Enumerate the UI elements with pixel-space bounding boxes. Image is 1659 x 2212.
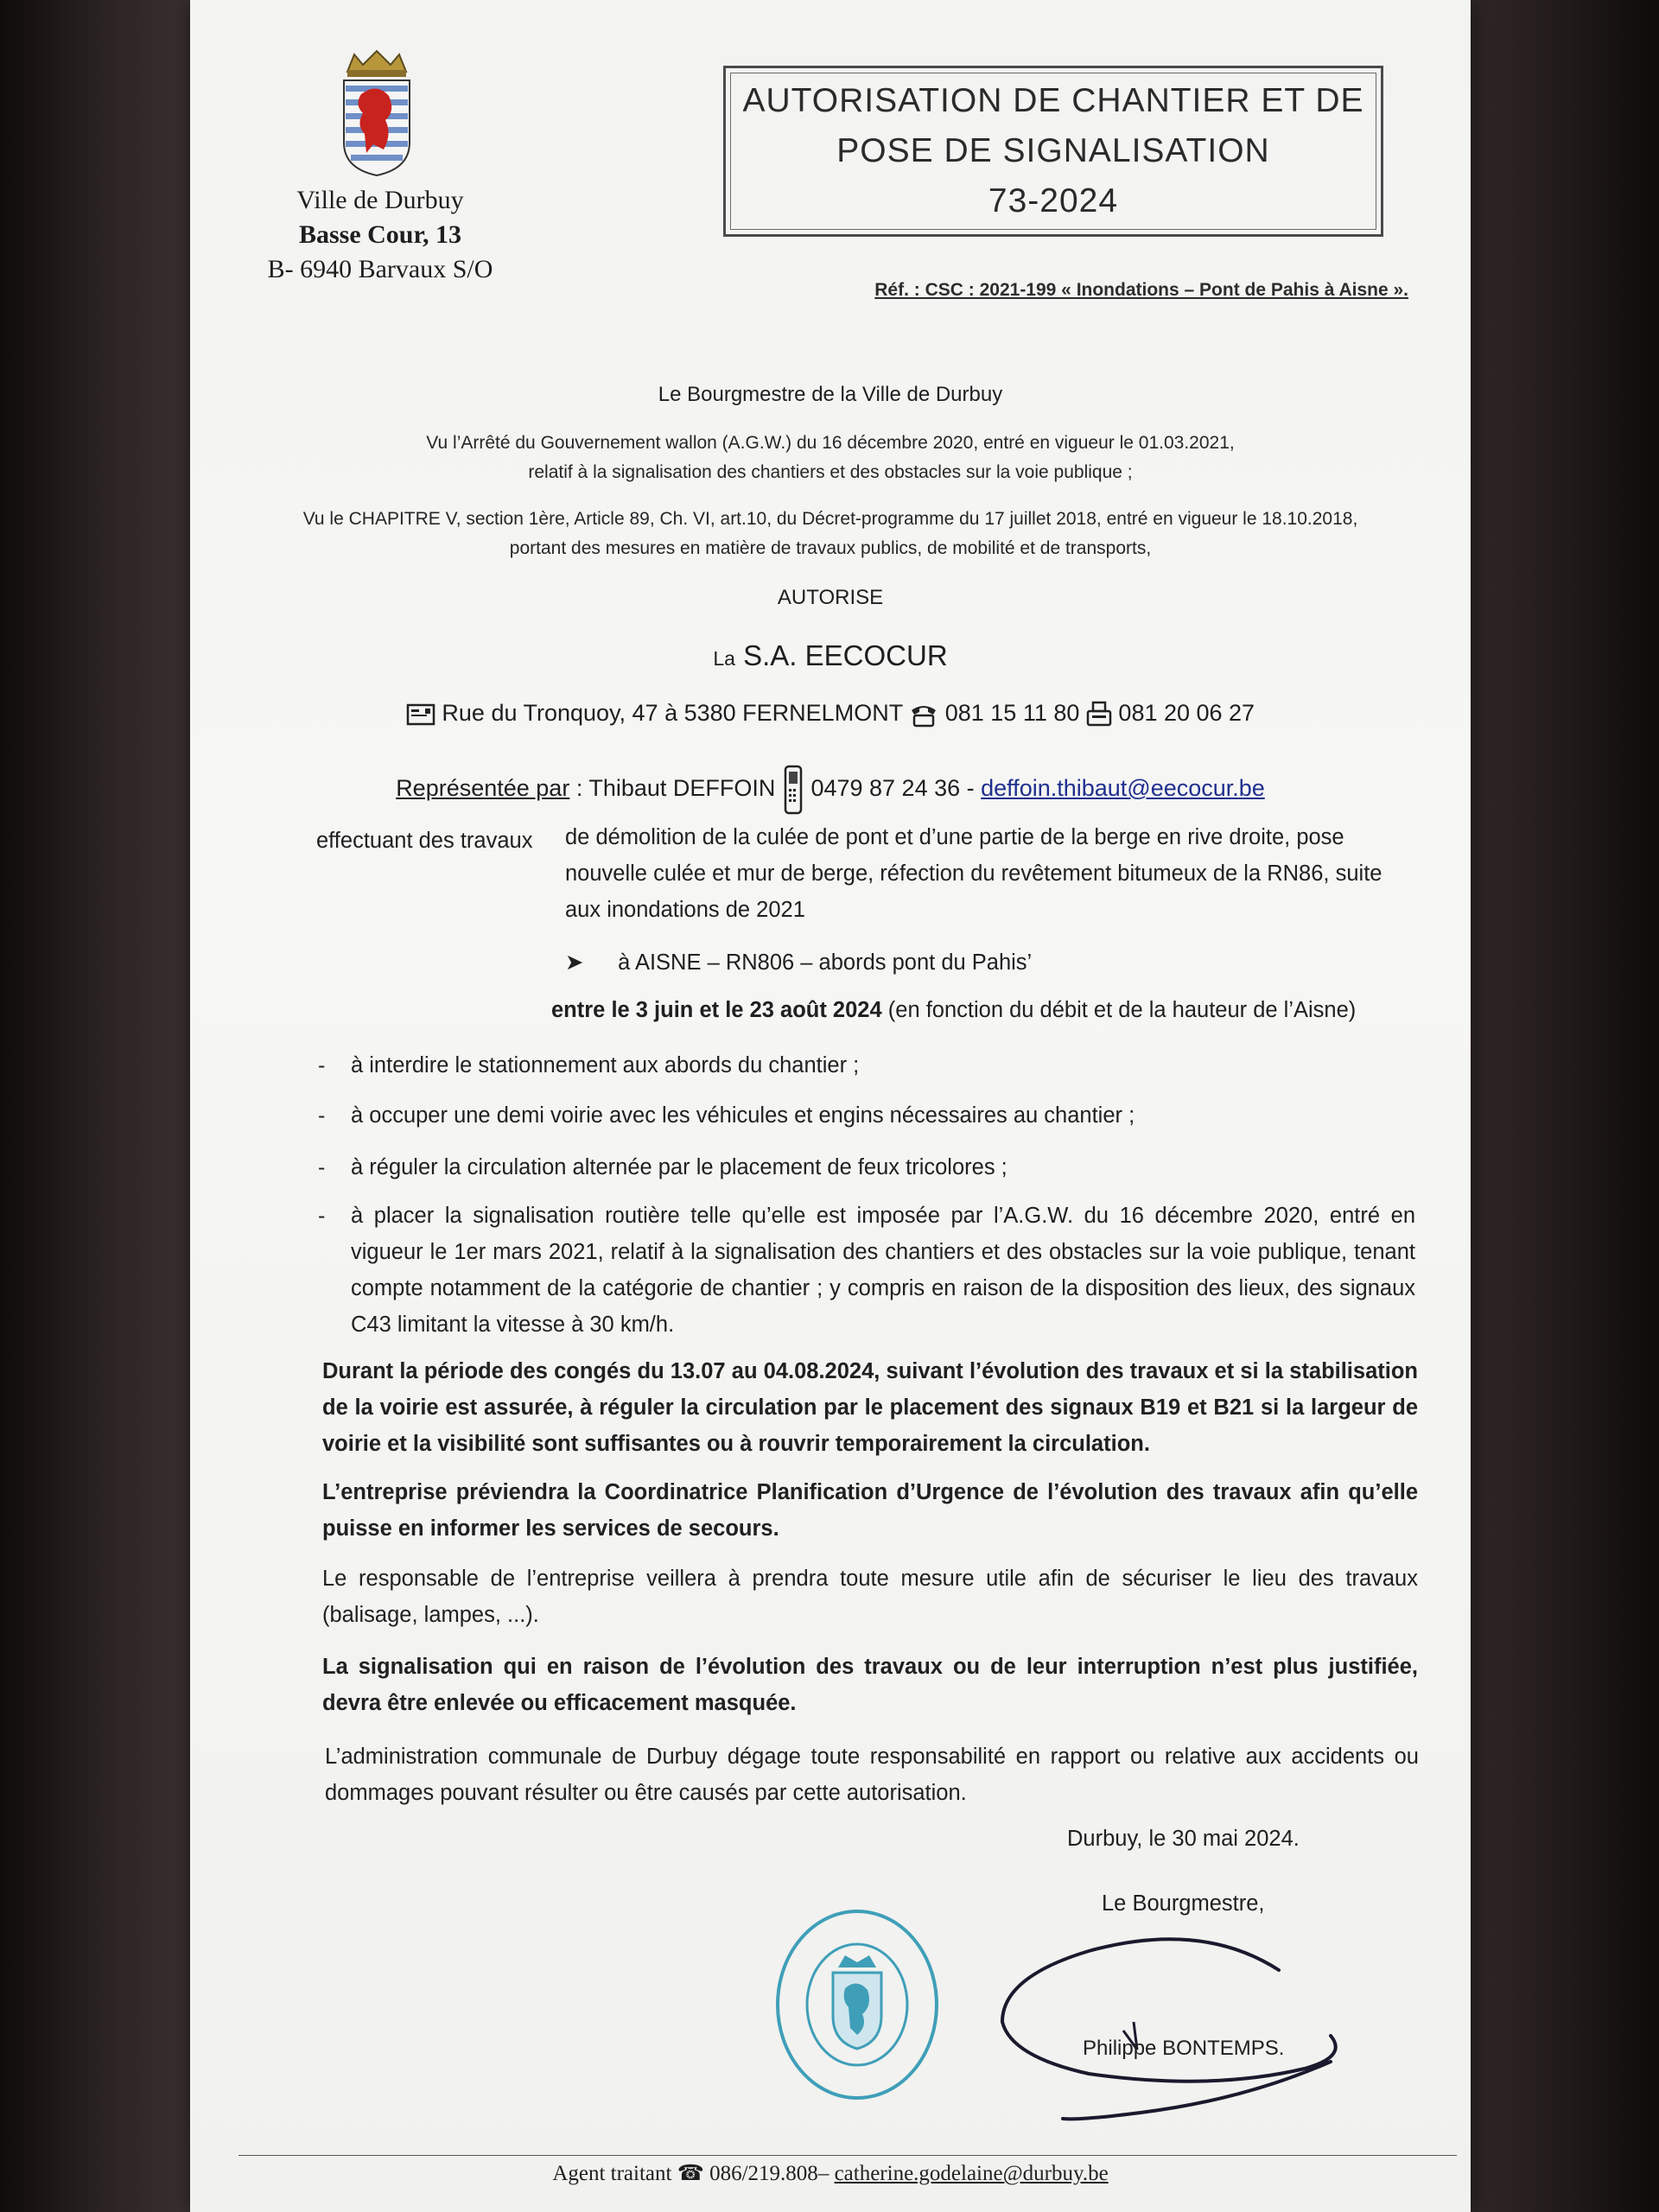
works-location — [565, 944, 1032, 981]
handwritten-signature — [985, 1927, 1365, 2126]
authority-heading: Le Bourgmestre de la Ville de Durbuy — [658, 383, 1003, 406]
bullet-item: à interdire le stationnement aux abords du chantier ; — [351, 1053, 860, 1077]
represented-name: : Thibaut DEFFOIN — [575, 775, 776, 802]
bullet-item: à réguler la circulation alternée par le placement de feux tricolores ; — [351, 1155, 1007, 1179]
title-number: 73-2024 — [988, 182, 1119, 219]
fax-icon — [1086, 701, 1112, 728]
works-label: effectuant des travaux — [316, 829, 533, 853]
town-name: Ville de Durbuy — [296, 186, 464, 214]
title-box — [723, 66, 1383, 237]
company-address: Rue du Tronquoy, 47 à 5380 FERNELMONT — [442, 700, 903, 726]
phone-icon — [909, 702, 938, 728]
footer-agent-label: Agent traitant — [552, 2162, 672, 2185]
autorise-heading: AUTORISE — [777, 586, 884, 609]
footer-divider — [238, 2155, 1457, 2156]
town-crest-icon — [339, 48, 415, 177]
period-note: (en fonction du débit et de la hauteur de l’Aisne) — [887, 998, 1357, 1022]
place-date: Durbuy, le 30 mai 2024. — [1067, 1827, 1300, 1851]
vu1-line-1: Vu l’Arrêté du Gouvernement wallon (A.G.W.) du 16 décembre 2020, entré en vigueur le 01.03.2021, — [426, 433, 1235, 453]
preamble-vu-1 — [190, 429, 1471, 487]
bullet-item: à placer la signalisation routière telle qu’elle est imposée par l’A.G.W. du 16 décembre 2020, entré en vigueur le 1er mars 2021, relatif à la signalisation des chantiers et des obstacles sur la voie publique, tenant compte notamment de la catégorie de chantier ; y compris en raison de la disposition des lieux, des signaux C43 limitant la vitesse à 30 km/h. — [351, 1204, 1415, 1337]
preamble-vu-2 — [190, 505, 1471, 563]
paragraph-signalisation: La signalisation qui en raison de l’évolution des travaux ou de leur interruption n’est plus justifiée, devra être enlevée ou efficacement masquée. — [322, 1655, 1418, 1715]
background-left — [0, 0, 190, 2212]
works-line-3: aux inondations de 2021 — [565, 898, 805, 922]
document-page — [190, 0, 1471, 2212]
works-period — [551, 992, 1356, 1028]
title-line-1: AUTORISATION DE CHANTIER ET DE — [742, 82, 1364, 119]
background-right — [1471, 0, 1659, 2212]
represented-label: Représentée par — [396, 775, 570, 802]
signatory-role: Le Bourgmestre, — [1102, 1891, 1265, 1916]
works-line-2: nouvelle culée et mur de berge, réfection du revêtement bitumeux de la RN86, suite — [565, 861, 1382, 886]
works-description — [565, 819, 1604, 928]
postal-address: B- 6940 Barvaux S/O — [267, 255, 493, 283]
company-line — [190, 639, 1471, 672]
title-line-2: POSE DE SIGNALISATION — [836, 132, 1270, 169]
paragraph-conges: Durant la période des congés du 13.07 au 04.08.2024, suivant l’évolution des travaux et si la stabilisation de la voirie est assurée, à réguler la circulation par le placement des signaux B19 et B21 si la largeur de voirie et la visibilité sont suffisantes ou à rouvrir temporairement la circulation. — [322, 1359, 1418, 1456]
sender-address — [242, 183, 518, 287]
company-name: S.A. EECOCUR — [743, 639, 948, 671]
bullet-dash: - — [318, 1155, 326, 1179]
municipal-stamp-icon — [771, 1905, 944, 2104]
paragraph-responsable: Le responsable de l’entreprise veillera à prendra toute mesure utile afin de sécuriser le lieu des travaux (balisage, lampes, ...). — [322, 1567, 1418, 1627]
works-line-1: de démolition de la culée de pont et d’une partie de la berge en rive droite, pose — [565, 825, 1344, 849]
street-address: Basse Cour, 13 — [298, 220, 462, 249]
arrow-bullet-icon: ➤ — [565, 950, 584, 975]
bullet-dash: - — [318, 1053, 326, 1077]
representative-email-link[interactable]: deffoin.thibaut@eecocur.be — [981, 775, 1265, 802]
footer: Agent traitant ☎ 086/219.808– catherine.godelaine@durbuy.be — [552, 2162, 1109, 2185]
footer-phone-icon: ☎ — [677, 2162, 704, 2185]
company-fax: 081 20 06 27 — [1118, 700, 1255, 726]
company-contact — [190, 700, 1471, 728]
vu2-line-2: portant des mesures en matière de travaux publics, de mobilité et de transports, — [509, 538, 1152, 558]
bullet-dash: - — [318, 1103, 326, 1128]
mail-icon — [406, 702, 435, 727]
period-dates: entre le 3 juin et le 23 août 2024 — [551, 998, 882, 1022]
footer-phone: 086/219.808 — [709, 2162, 818, 2185]
vu1-line-2: relatif à la signalisation des chantiers et des obstacles sur la voie publique ; — [528, 462, 1133, 482]
mobile-phone-icon — [782, 763, 804, 817]
bullet-item: à occuper une demi voirie avec les véhicules et engins nécessaires au chantier ; — [351, 1103, 1135, 1128]
reference-line: Réf. : CSC : 2021-199 « Inondations – Pont de Pahis à Aisne ». — [874, 280, 1408, 300]
bullet-dash: - — [318, 1204, 326, 1228]
signatory-name: Philippe BONTEMPS. — [1083, 2037, 1285, 2060]
paragraph-coordinatrice: L’entreprise préviendra la Coordinatrice Planification d’Urgence de l’évolution des travaux afin qu’elle puisse en informer les services de secours. — [322, 1480, 1418, 1541]
representative-line: Représentée par : Thibaut DEFFOIN 0479 87 24 36 - deffoin.thibaut@eecocur.be — [190, 763, 1471, 817]
company-prefix: La — [713, 647, 735, 670]
representative-mobile: 0479 87 24 36 — [810, 775, 961, 802]
company-phone: 081 15 11 80 — [944, 700, 1080, 726]
paragraph-responsabilite: L’administration communale de Durbuy dégage toute responsabilité en rapport ou relative aux accidents ou dommages pouvant résulter ou être causés par cette autorisation. — [325, 1745, 1419, 1805]
footer-email-link[interactable]: catherine.godelaine@durbuy.be — [834, 2162, 1109, 2185]
vu2-line-1: Vu le CHAPITRE V, section 1ère, Article 89, Ch. VI, art.10, du Décret-programme du 17 juillet 2018, entré en vigueur le 18.10.2018, — [302, 509, 1358, 529]
works-location-text: à AISNE – RN806 – abords pont du Pahis’ — [618, 950, 1033, 975]
